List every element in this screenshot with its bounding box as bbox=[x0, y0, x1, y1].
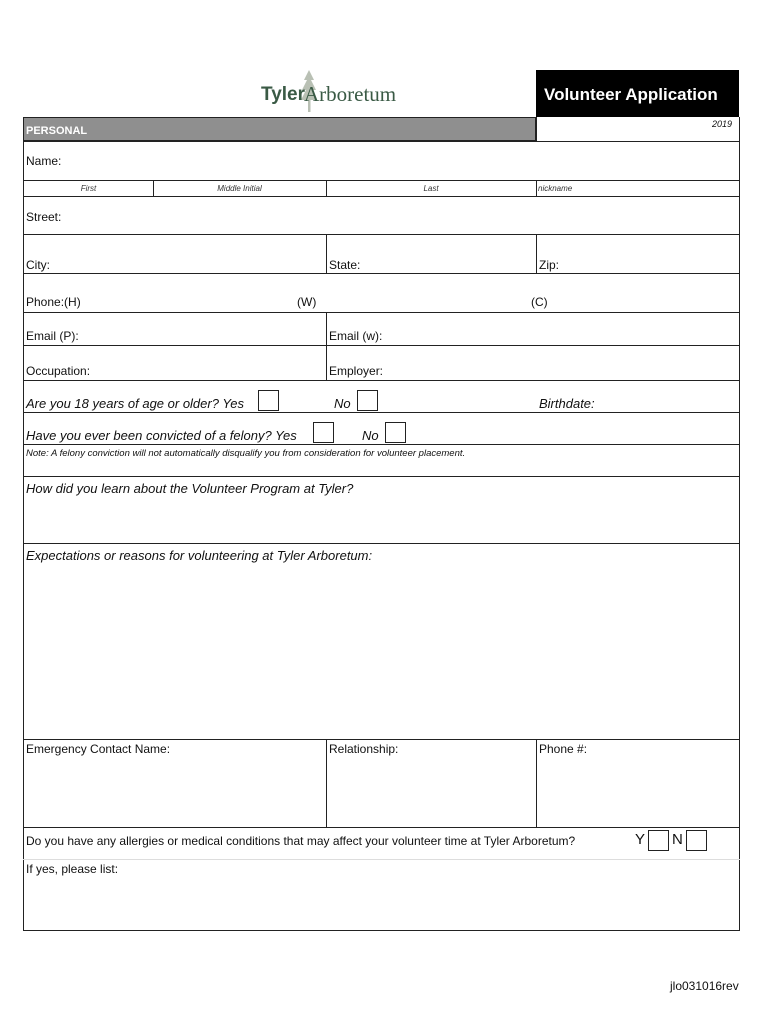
section-personal-label: PERSONAL bbox=[26, 125, 88, 137]
section-personal-band bbox=[23, 117, 536, 141]
rule bbox=[23, 739, 740, 740]
name-label: Name: bbox=[26, 154, 62, 168]
birthdate-field[interactable] bbox=[605, 384, 737, 410]
year-cell-left bbox=[536, 117, 537, 141]
state-input-field[interactable] bbox=[327, 235, 536, 273]
zip-label: Zip: bbox=[539, 258, 560, 272]
learn-label: How did you learn about the Volunteer Program at Tyler? bbox=[26, 481, 354, 496]
felony-no-checkbox[interactable] bbox=[385, 422, 406, 443]
relationship-label: Relationship: bbox=[329, 742, 399, 756]
allergies-yes-label: Y bbox=[635, 831, 646, 848]
emergency-name-label: Emergency Contact Name: bbox=[26, 742, 171, 756]
felony-yes-checkbox[interactable] bbox=[313, 422, 334, 443]
phone-home-label: Phone:(H) bbox=[26, 295, 81, 309]
email-work-field[interactable] bbox=[327, 313, 739, 345]
sub-label-nickname: nickname bbox=[538, 184, 573, 193]
emergency-phone-label: Phone #: bbox=[539, 742, 588, 756]
sub-label-middle-initial: Middle Initial bbox=[217, 184, 262, 193]
emergency-phone-field[interactable] bbox=[537, 758, 739, 827]
cell-divider bbox=[536, 180, 537, 196]
rule bbox=[23, 412, 740, 413]
occupation-field[interactable] bbox=[24, 346, 326, 380]
sub-label-first: First bbox=[80, 184, 97, 193]
occupation-label: Occupation: bbox=[26, 364, 91, 378]
felony-question: Have you ever been convicted of a felony? Yes bbox=[26, 428, 297, 443]
form-revision-code: jlo031016rev bbox=[670, 979, 739, 993]
form-title-box bbox=[536, 70, 739, 117]
city-input-field[interactable] bbox=[24, 235, 326, 273]
rule bbox=[23, 476, 740, 477]
expectations-label: Expectations or reasons for volunteering at Tyler Arboretum: bbox=[26, 548, 373, 563]
expectations-textarea[interactable] bbox=[24, 566, 739, 739]
employer-field[interactable] bbox=[327, 346, 739, 380]
street-input-field[interactable] bbox=[24, 197, 739, 234]
phone-cell-label: (C) bbox=[531, 295, 548, 309]
name-input-field[interactable] bbox=[24, 142, 739, 180]
rule bbox=[23, 827, 740, 828]
rule bbox=[23, 859, 740, 860]
logo-text-arboretum: Arboretum bbox=[304, 82, 397, 106]
allergies-question: Do you have any allergies or medical conditions that may affect your volunteer time at Tyler Arboretum? bbox=[26, 834, 576, 848]
rule bbox=[23, 543, 740, 544]
allergies-yes-checkbox[interactable] bbox=[648, 830, 669, 851]
logo-text-tyler: Tyler bbox=[261, 84, 306, 105]
age-no-checkbox[interactable] bbox=[357, 390, 378, 411]
age-no-label: No bbox=[334, 396, 351, 411]
allergies-list-label: If yes, please list: bbox=[26, 862, 119, 876]
city-label: City: bbox=[26, 258, 50, 272]
allergies-no-checkbox[interactable] bbox=[686, 830, 707, 851]
street-label: Street: bbox=[26, 210, 62, 224]
felony-no-label: No bbox=[362, 428, 379, 443]
sub-label-last: Last bbox=[423, 184, 439, 193]
allergies-list-textarea[interactable] bbox=[24, 878, 739, 930]
learn-textarea[interactable] bbox=[24, 498, 739, 543]
email-personal-field[interactable] bbox=[24, 313, 326, 345]
rule bbox=[23, 380, 740, 381]
phone-input-field[interactable] bbox=[24, 274, 739, 312]
state-label: State: bbox=[329, 258, 361, 272]
email-personal-label: Email (P): bbox=[26, 329, 79, 343]
birthdate-label: Birthdate: bbox=[539, 396, 595, 411]
tyler-arboretum-logo bbox=[258, 68, 398, 116]
employer-label: Employer: bbox=[329, 364, 384, 378]
zip-input-field[interactable] bbox=[537, 235, 739, 273]
phone-work-label: (W) bbox=[297, 295, 317, 309]
rule bbox=[23, 180, 740, 181]
email-work-label: Email (w): bbox=[329, 329, 383, 343]
emergency-name-field[interactable] bbox=[24, 758, 326, 827]
form-year: 2019 bbox=[712, 119, 733, 129]
rule bbox=[23, 930, 740, 931]
form-right-border bbox=[739, 117, 740, 931]
rule bbox=[23, 444, 740, 445]
allergies-no-label: N bbox=[672, 831, 683, 848]
relationship-field[interactable] bbox=[327, 758, 536, 827]
form-title: Volunteer Application bbox=[544, 85, 718, 104]
age-yes-checkbox[interactable] bbox=[258, 390, 279, 411]
felony-note: Note: A felony conviction will not automatically disqualify you from consideration for volunteer placement. bbox=[26, 448, 466, 459]
age-question: Are you 18 years of age or older? Yes bbox=[26, 396, 245, 411]
